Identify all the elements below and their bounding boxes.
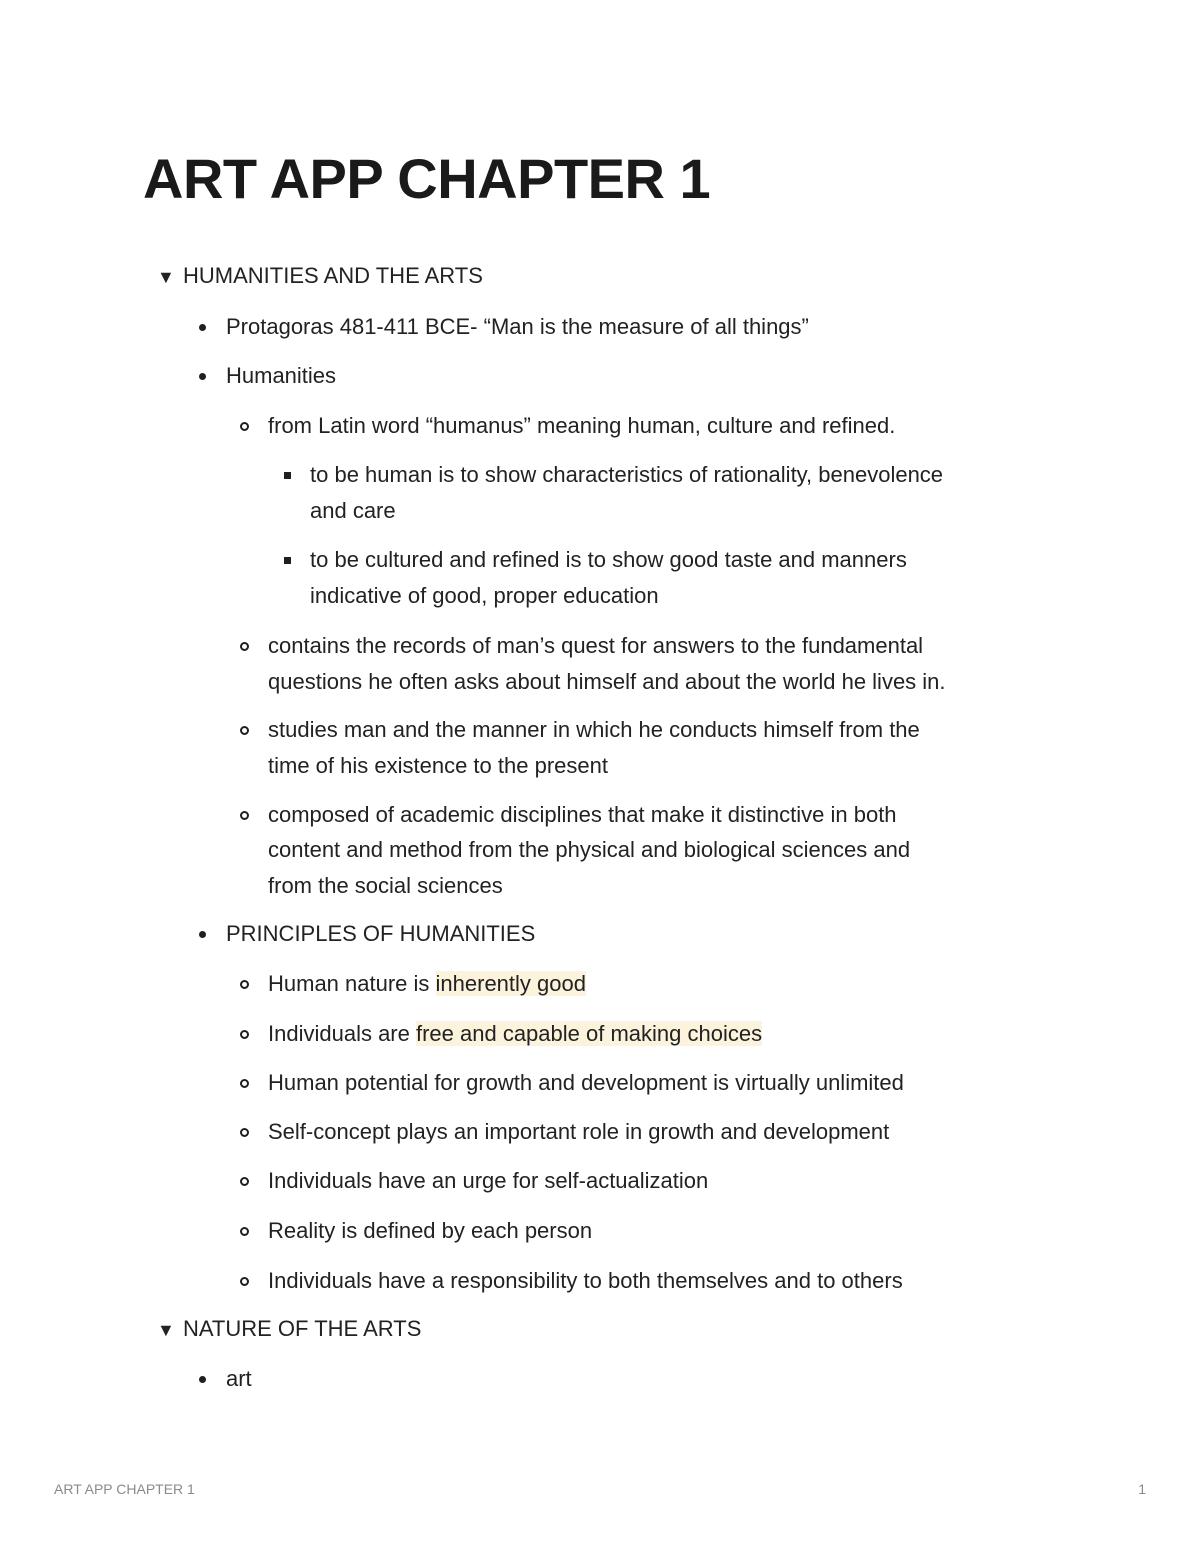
list-item-records-continued: questions he often asks about himself and about the world he lives in. xyxy=(268,669,946,694)
bullet-circle-icon xyxy=(240,1079,249,1088)
triangle-down-icon[interactable]: ▼ xyxy=(157,267,175,287)
bullet-circle-icon xyxy=(240,1030,249,1039)
list-item-to-be-human-continued: and care xyxy=(310,498,396,523)
list-item-art: art xyxy=(226,1366,252,1391)
bullet-disc-icon xyxy=(199,931,206,938)
list-item-to-be-cultured: to be cultured and refined is to show good taste and manners xyxy=(310,547,907,572)
list-item-latin-origin: from Latin word “humanus” meaning human, culture and refined. xyxy=(268,413,896,438)
list-item-humanities: Humanities xyxy=(226,363,337,388)
list-item-to-be-cultured-continued: indicative of good, proper education xyxy=(310,583,659,608)
list-item-studies-continued: time of his existence to the present xyxy=(268,753,608,778)
principle-2-text: Individuals are xyxy=(268,1021,416,1046)
bullet-square-icon xyxy=(284,472,291,479)
list-item-composed-continued: content and method from the physical and biological sciences and xyxy=(268,837,911,862)
list-item-composed-continued-2: from the social sciences xyxy=(268,873,503,898)
principle-1-highlight: inherently good xyxy=(435,971,586,996)
list-item-principle-2 xyxy=(268,1016,762,1052)
bullet-circle-icon xyxy=(240,422,249,431)
footer-title: ART APP CHAPTER 1 xyxy=(54,1481,195,1497)
list-item-principle-5: Individuals have an urge for self-actualization xyxy=(268,1168,709,1193)
page-title: ART APP CHAPTER 1 xyxy=(143,147,711,210)
list-item-to-be-human: to be human is to show characteristics of rationality, benevolence xyxy=(310,462,944,487)
list-item-studies: studies man and the manner in which he conducts himself from the xyxy=(268,717,920,742)
triangle-down-icon[interactable]: ▼ xyxy=(157,1320,175,1340)
bullet-circle-icon xyxy=(240,811,249,820)
bullet-circle-icon xyxy=(240,980,249,989)
list-item-composed: composed of academic disciplines that make it distinctive in both xyxy=(268,802,897,827)
bullet-square-icon xyxy=(284,557,291,564)
bullet-circle-icon xyxy=(240,1277,249,1286)
bullet-circle-icon xyxy=(240,1177,249,1186)
principle-1-text: Human nature is xyxy=(268,971,436,996)
list-item-principle-3: Human potential for growth and development is virtually unlimited xyxy=(268,1070,904,1095)
list-item-principle-1 xyxy=(268,966,586,1002)
toggle-nature-of-the-arts[interactable] xyxy=(157,1311,421,1348)
bullet-disc-icon xyxy=(199,324,206,331)
toggle-humanities-and-the-arts[interactable] xyxy=(157,258,483,295)
list-item-protagoras: Protagoras 481-411 BCE- “Man is the measure of all things” xyxy=(226,314,809,339)
bullet-circle-icon xyxy=(240,1227,249,1236)
bullet-disc-icon xyxy=(199,1376,206,1383)
bullet-circle-icon xyxy=(240,1128,249,1137)
bullet-disc-icon xyxy=(199,373,206,380)
toggle-heading: NATURE OF THE ARTS xyxy=(183,1316,422,1341)
footer-page-number: 1 xyxy=(1138,1481,1146,1497)
list-item-principle-7: Individuals have a responsibility to both themselves and to others xyxy=(268,1268,903,1293)
list-item-records: contains the records of man’s quest for answers to the fundamental xyxy=(268,633,924,658)
list-item-principles-heading: PRINCIPLES OF HUMANITIES xyxy=(226,921,536,946)
bullet-circle-icon xyxy=(240,642,249,651)
bullet-circle-icon xyxy=(240,726,249,735)
toggle-heading: HUMANITIES AND THE ARTS xyxy=(183,263,483,288)
list-item-principle-6: Reality is defined by each person xyxy=(268,1218,593,1243)
list-item-principle-4: Self-concept plays an important role in growth and development xyxy=(268,1119,890,1144)
principle-2-highlight: free and capable of making choices xyxy=(415,1021,763,1046)
